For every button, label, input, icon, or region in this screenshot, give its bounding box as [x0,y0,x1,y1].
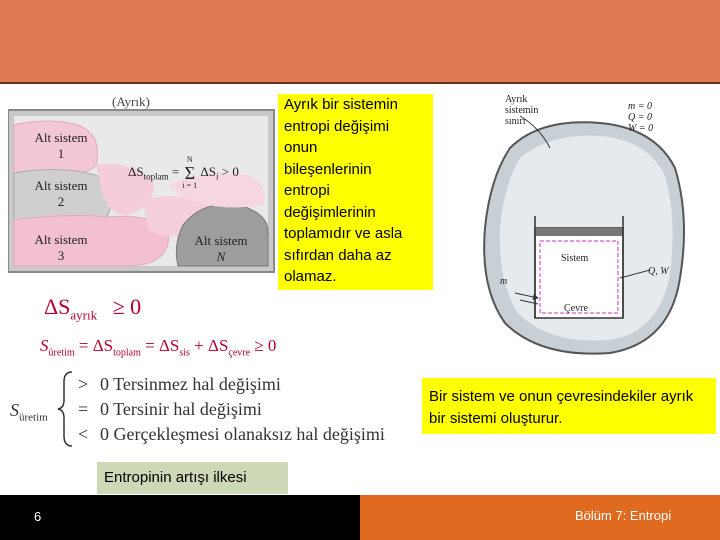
subsystem-3-label: Alt sistem 3 [34,232,88,263]
chapter-label: Bölüm 7: Entropi [575,508,672,523]
footer-right-panel [360,495,720,540]
isolated-entropy-equation: $\Delta S_{ayrık} \ge 0$ [44,294,142,323]
subsystem-n-label: Alt sistem N [194,233,248,264]
subsystem-1-label: Alt sistem 1 [34,130,88,161]
page-number: 6 [34,509,42,524]
subsystem-2-label: Alt sistem 2 [34,178,88,209]
isolated-entropy-callout: Ayrık bir sistemin entropi değişimi onun bileşenlerinin entropi değişimlerinin toplamıdır ve asla sıfırdan daha az olamaz. [278,94,433,290]
boundary-label: Ayrık sistemin sınırı [505,94,539,127]
system-label: Sistem [561,253,589,264]
s-generation-symbol: $S_{üretim}$ [10,400,48,424]
isolated-label: (Ayrık) [112,94,150,109]
system-surroundings-callout: Bir sistem ve onun çevresindekiler ayrık bir sistemi oluşturur. [422,378,716,434]
isolated-system-figure [480,88,690,363]
case-impossible: < 0 Gerçekleşmesi olanaksız hal değişimi [78,424,385,444]
mass-label: m [500,276,508,287]
entropy-generation-equation: $S_{üretim} = \Delta S_{toplam} = \Delta S_{sis} + \Delta S_{çevre} \ge 0$ [40,336,277,359]
footer-left-panel [0,495,360,540]
footer [0,495,720,540]
generation-cases [78,372,385,447]
case-irreversible: > 0 Tersinmez hal değişimi [78,374,281,394]
caption: Entropinin artışı ilkesi [97,462,288,494]
sum-equation: $\Delta S_{toplam}$ = N Σ i = 1 $\Delta S_i > 0$ [128,155,239,190]
isolation-conditions: m = 0 Q = 0 W = 0 [628,101,654,134]
heat-work-label: Q, W [648,266,669,277]
brace-icon [56,370,76,448]
title-bar [0,0,720,84]
case-reversible: = 0 Tersinir hal değişimi [78,399,262,419]
surroundings-label: Çevre [564,303,588,314]
